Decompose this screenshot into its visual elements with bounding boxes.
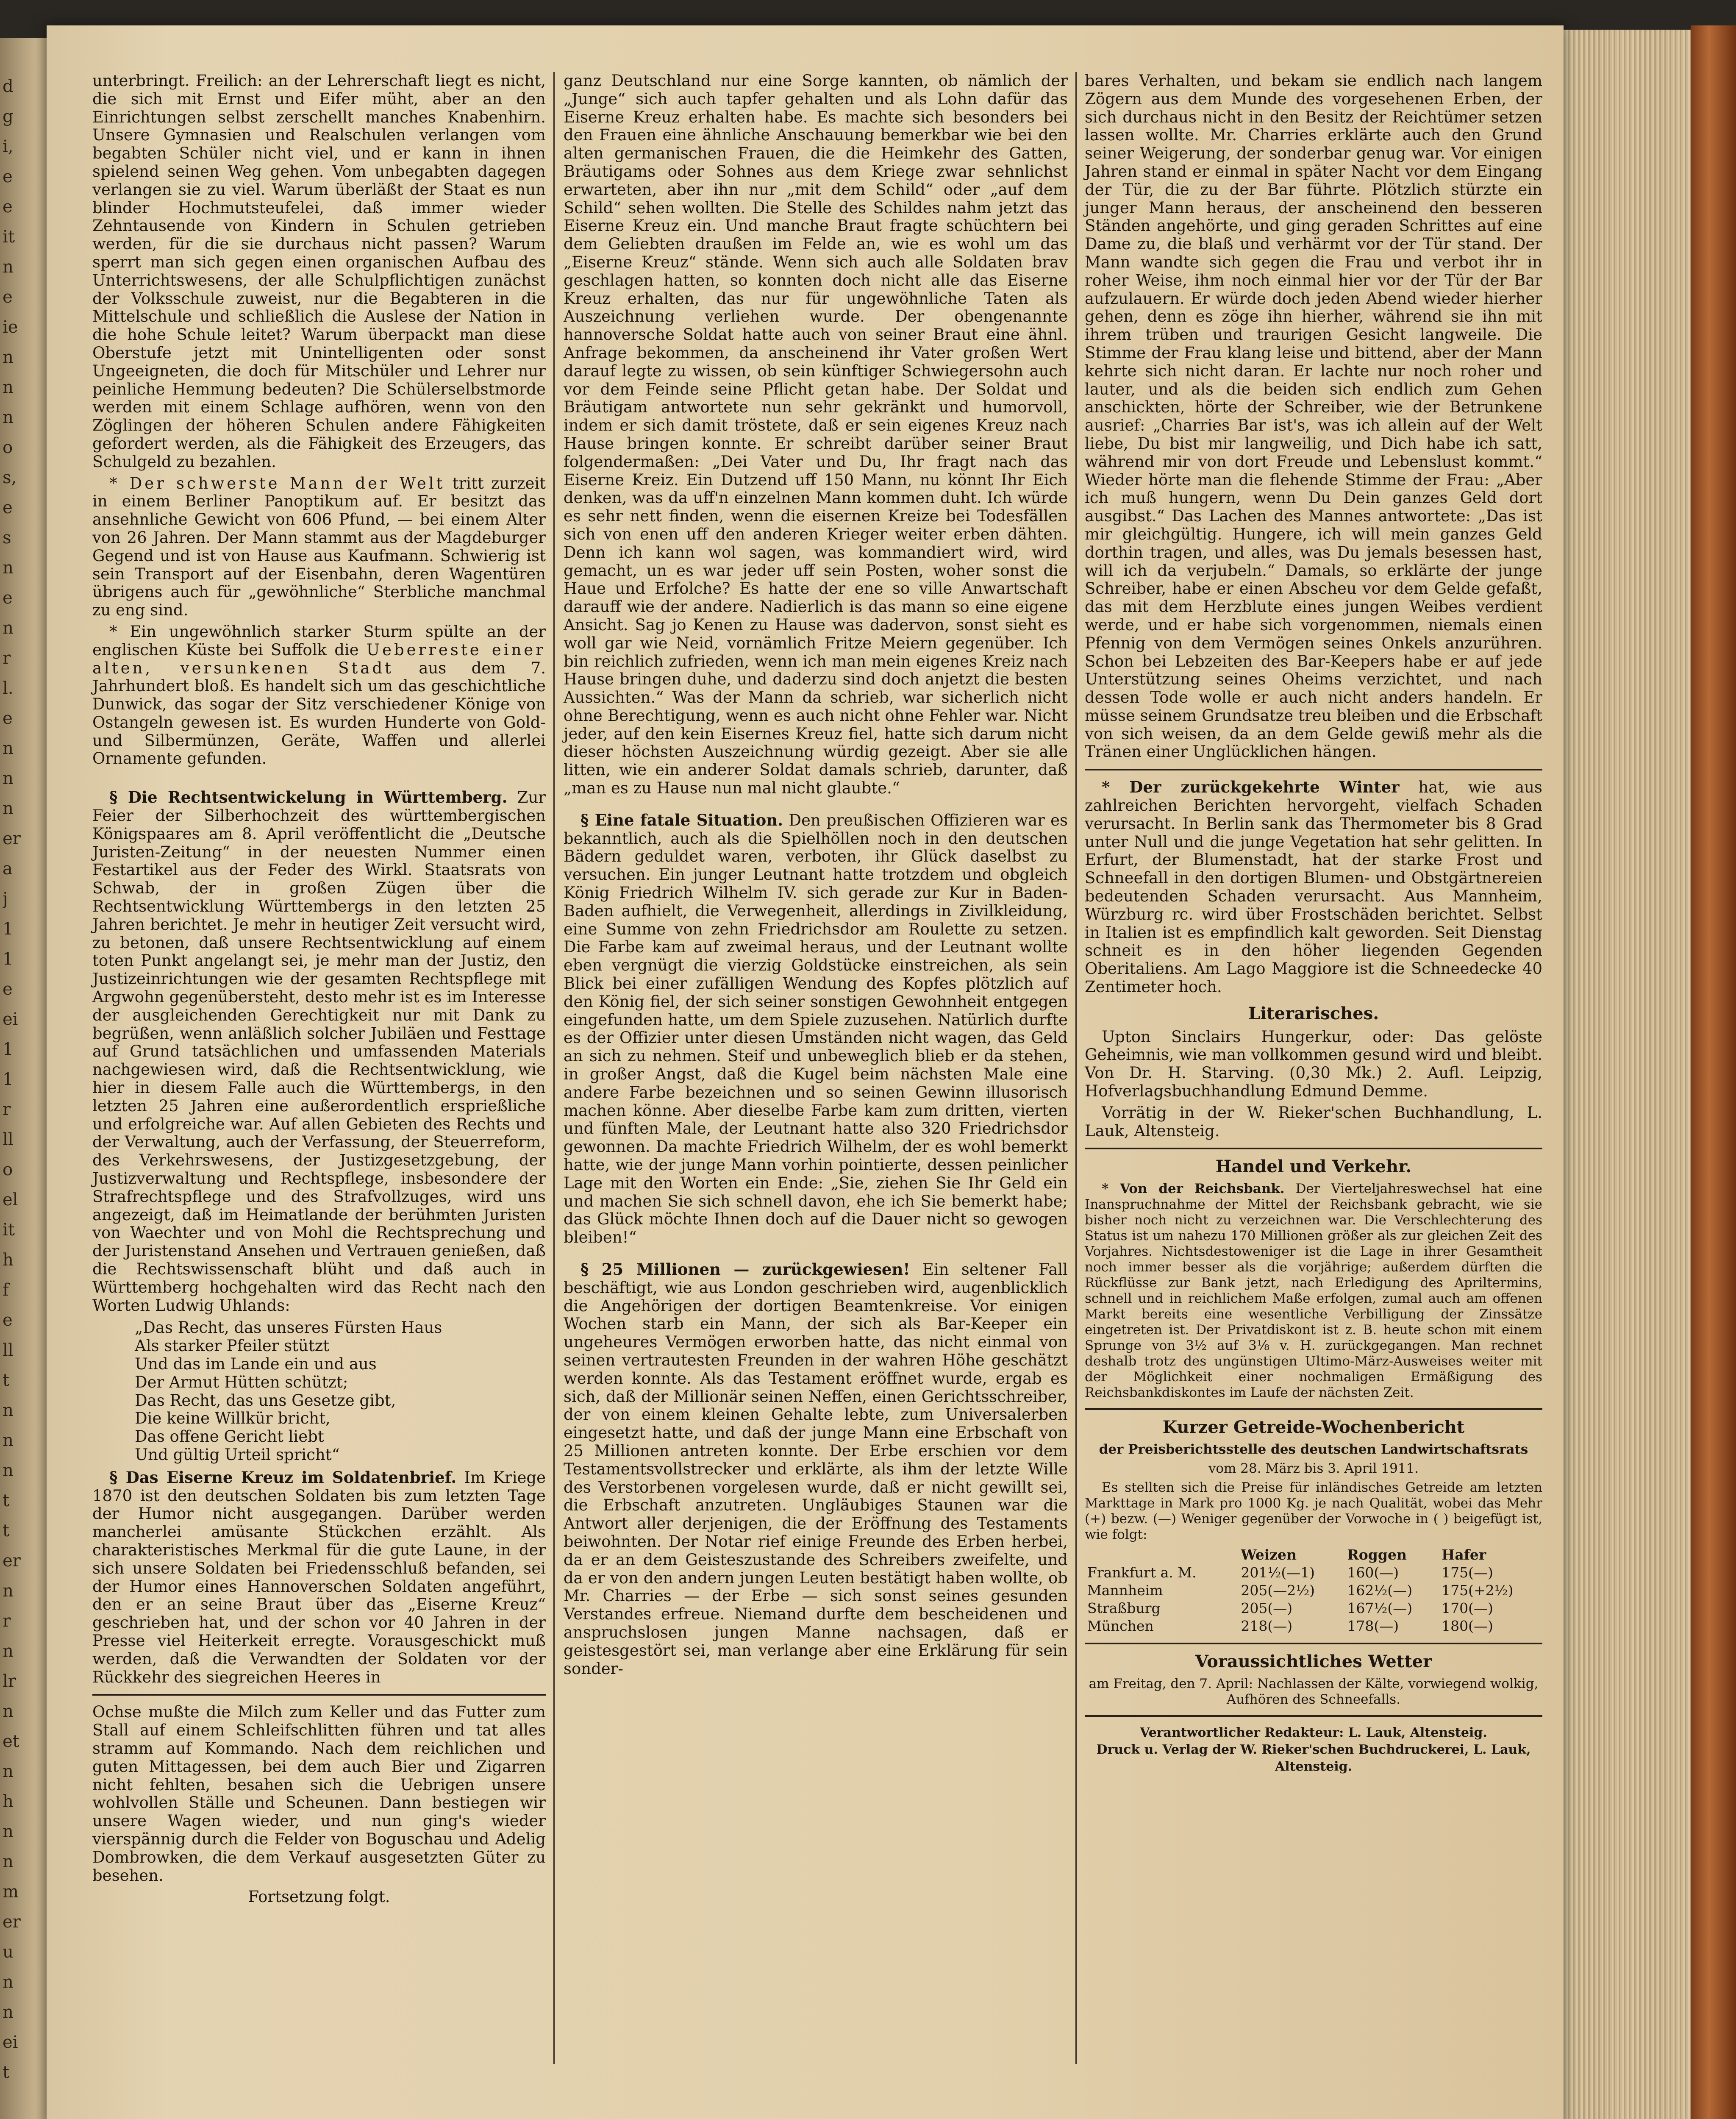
article-25-millions: § 25 Millionen — zurückgewiesen! Ein seltener Fall beschäftigt, wie aus London geschrieben wird, augenblicklich die Angehörigen der dortigen Beamtenkreise. Vor einigen Wochen starb ein Mann, der sich als Bar-Keeper ein ungeheures Vermögen erworben hatte, das nicht einmal von seinen vertrautesten Freunden in der wahren Höhe geschätzt werden konnte. Als das Testament eröffnet wurde, ergab es sich, daß der Millionär seinen Neffen, einen Gerichtsschreiber, der von einem kleinen Gehalte lebte, zum Universalerben eingesetzt hatte, und daß der junge Mann eine Erbschaft von 25 Millionen antreten konnte. Der Erbe erschien vor dem Testamentsvollstrecker und erklärte, als ihm der letzte Wille des Verstorbenen vorgelesen wurde, daß er nicht gewillt sei, die Erbschaft anzutreten. Ungläubiges Staunen war die Antwort aller derjenigen, die der Eröffnung des Testaments beiwohnten. Der Notar rief einige Freunde des Erben herbei, da er an dem Geisteszustande des Schreibers zweifelte, und da er von den andern jungen Leuten bestätigt haben wollte, ob Mr. Charries — der Erbe — sich sonst seines gesunden Verstandes erfreue. Niemand durfte dem bescheidenen und anspruchslosen jungen Manne nachsagen, daß er geistesgestört sei, man verlange aber eine Erklärung für sein sonder- xyxy=(564,1260,1068,1678)
prev-page-fragment: t xyxy=(3,1521,10,1541)
article-storm-suffolk: * Ein ungewöhnlich starker Sturm spülte an der englischen Küste bei Suffolk die Ueberreste einer alten, versunkenen Stadt aus dem 7. Jahrhundert bloß. Es handelt sich um das geschichtliche Dunwick, das sogar der Sitz verschiedener Könige von Ostangeln gewesen ist. Es wurden Hunderte von Gold- und Silbermünzen, Geräte, Waffen und allerlei Ornamente gefunden. xyxy=(92,622,546,768)
prev-page-fragment: n xyxy=(3,769,14,788)
section-divider xyxy=(1085,1643,1542,1644)
prev-page-fragment: n xyxy=(3,1972,14,1992)
prev-page-fragment: l. xyxy=(3,679,14,698)
grain-report-subheading: der Preisberichtsstelle des deutschen Landwirtschaftsrats xyxy=(1099,1442,1528,1457)
prev-page-fragment: n xyxy=(3,1461,14,1480)
section-divider xyxy=(1085,1148,1542,1149)
book-binding xyxy=(1691,25,1736,2119)
prev-page-fragment: 1 xyxy=(3,1040,14,1059)
prev-page-fragment: u xyxy=(3,1942,14,1962)
column-1 xyxy=(92,72,546,1910)
section-divider xyxy=(92,1694,546,1696)
grain-price: 180(—) xyxy=(1442,1618,1493,1635)
prev-page-fragment: ll xyxy=(3,1130,14,1149)
grain-price: 170(—) xyxy=(1442,1600,1493,1617)
prev-page-fragment: n xyxy=(3,1401,14,1420)
prev-page-fragment: e xyxy=(3,979,13,999)
poem-line: Das offene Gericht liebt xyxy=(135,1427,324,1446)
grain-table-header xyxy=(1085,1546,1542,1564)
serial-story-text: Ochse mußte die Milch zum Keller und das Futter zum Stall auf einem Schleifschlitten führen und tat alles stramm auf Kommando. Nach dem reichlichen und guten Mittagessen, bei dem auch Bier und Zigarren nicht fehlten, besahen sich die Uebrigen unsere wohlvollen Ställe und Scheunen. Dann bestiegen wir unsere Wagen wieder, und nun ging's wieder vierspännig durch die Felder von Boguschau und Adelig Dombrowken, die dem Verkauf ausgesetzten Güter zu besehen. xyxy=(92,1703,546,1885)
prev-page-fragment: s xyxy=(3,528,11,548)
grain-report-date: vom 28. März bis 3. April 1911. xyxy=(1208,1461,1419,1477)
prev-page-fragment: et xyxy=(3,1732,19,1751)
grain-price: 175(—) xyxy=(1442,1564,1493,1581)
imprint-publisher: Druck u. Verlag der W. Rieker'schen Buchdruckerei, L. Lauk, Altensteig. xyxy=(1096,1742,1531,1774)
article-winter: * Der zurückgekehrte Winter hat, wie aus zahlreichen Berichten hervorgeht, vielfach Schaden verursacht. In Berlin sank das Thermometer bis 8 Grad unter Null und die junge Vegetation hat sehr gelitten. In Erfurt, der Blumenstadt, hat der starke Frost und Schneefall in den dortigen Blumen- und Obstgärtnereien bedeutenden Schaden verursacht. Aus Mannheim, Würzburg rc. wird über Frostschäden berichtet. Selbst in Italien ist es empfindlich kalt geworden. Seit Dienstag schneit es in den höher liegenden Gegenden Oberitaliens. Am Lago Maggiore ist die Schneedecke 40 Zentimeter hoch. xyxy=(1085,778,1542,996)
section-divider xyxy=(1085,1715,1542,1717)
grain-col-header: Hafer xyxy=(1442,1546,1486,1563)
grain-price: 178(—) xyxy=(1347,1618,1399,1635)
prev-page-fragment: er xyxy=(3,1912,21,1932)
prev-page-fragment: n xyxy=(3,1852,14,1872)
prev-page-fragment: it xyxy=(3,227,15,247)
poem-line: Als starker Pfeiler stützt xyxy=(135,1337,330,1355)
prev-page-fragment: 1 xyxy=(3,919,14,939)
prev-page-fragment: n xyxy=(3,408,14,427)
prev-page-fragment: er xyxy=(3,829,21,848)
trade-heading: Handel und Verkehr. xyxy=(1215,1157,1412,1177)
poem-line: Die keine Willkür bricht, xyxy=(135,1409,331,1428)
prev-page-fragment: t xyxy=(3,2063,10,2082)
grain-price-table xyxy=(1085,1546,1542,1635)
grain-col-header: Weizen xyxy=(1241,1546,1297,1563)
grain-city: Frankfurt a. M. xyxy=(1087,1564,1197,1581)
weather-heading: Voraussichtliches Wetter xyxy=(1195,1652,1432,1672)
prev-page-fragment: h xyxy=(3,1792,14,1811)
prev-page-fragment: n xyxy=(3,1822,14,1841)
prev-page-fragment: n xyxy=(3,1581,14,1601)
prev-page-fragment: it xyxy=(3,1220,15,1240)
section-divider xyxy=(1085,769,1542,770)
prev-page-fragment: t xyxy=(3,1371,10,1390)
prev-page-fragment: n xyxy=(3,739,14,758)
grain-table-row xyxy=(1085,1599,1542,1617)
prev-page-fragment: n xyxy=(3,1702,14,1721)
prev-page-fragment: f xyxy=(3,1280,9,1300)
prev-page-fragment: e xyxy=(3,709,13,728)
prev-page-fragment: e xyxy=(3,588,13,608)
section-divider xyxy=(1085,1408,1542,1410)
grain-col-header: Roggen xyxy=(1347,1546,1407,1563)
prev-page-fragment: ei xyxy=(3,2033,18,2052)
prev-page-fragment: m xyxy=(3,1882,19,1902)
prev-page-fragment: r xyxy=(3,1100,11,1119)
poem-line: Der Armut Hütten schützt; xyxy=(135,1373,348,1391)
prev-page-fragment: n xyxy=(3,1641,14,1661)
prev-page-fragment: er xyxy=(3,1551,21,1571)
prev-page-fragment: j xyxy=(3,889,8,909)
prev-page-fragment: e xyxy=(3,197,13,217)
literary-heading: Literarisches. xyxy=(1248,1003,1379,1023)
prev-page-fragment: 1 xyxy=(3,949,14,969)
prev-page-fragment: n xyxy=(3,348,14,367)
literary-availability: Vorrätig in der W. Rieker'schen Buchhandlung, L. Lauk, Altensteig. xyxy=(1085,1103,1542,1140)
weather-forecast: am Freitag, den 7. April: Nachlassen der Kälte, vorwiegend wolkig, Aufhören des Schneefalls. xyxy=(1089,1676,1539,1707)
article-school-end: unterbringt. Freilich: an der Lehrerschaft liegt es nicht, die sich mit Ernst und Eifer müht, aber an den Einrichtungen selbst zerschellt manches Knabenhirn. Unsere Gymnasien und Realschulen verlangen vom begabten Schüler nicht viel, und er kann in ihnen spielend seinen Weg gehen. Vom unbegabten dagegen verlangen sie zu viel. Warum überläßt der Staat es nun blinder Hochmutsteufelei, daß immer wieder Zehntausende von Kindern in Schulen getrieben werden, für die sie durchaus nicht passen? Warum sperrt man sich gegen einen organischen Aufbau des Unterrichtswesens, der alle Schulpflichtigen zunächst der Volksschule zuweist, nur die Begabteren in die Mittelschule und schließlich die Auslese der Nation in die hohe Schule leitet? Warum überpackt man diese Oberstufe jetzt mit Unintelligenten oder sonst Ungeeigneten, die doch für Mitschüler und Lehrer nur peinliche Hemmung bedeuten? Die Schülerselbstmorde werden mit einem Schlage aufhören, wenn von den Zöglingen der höheren Schulen andere Fähigkeiten gefordert werden, als die Fähigkeit des Erzeugers, das Schulgeld zu bezahlen. xyxy=(92,72,546,471)
prev-page-fragment: ie xyxy=(3,317,18,337)
reichsbank-article: * Von der Reichsbank. Der Vierteljahreswechsel hat eine Inanspruchnahme der Mittel der Reichsbank gebracht, wie sie bisher noch nicht zu verzeichnen war. Die Verschlechterung des Status ist um nahezu 170 Millionen größer als zur gleichen Zeit des Vorjahres. Nichtsdestoweniger ist die Lage in ihrer Gesamtheit noch immer besser als die vorjährige; außerdem dürften die Rückflüsse zur Bank jetzt, nach Erledigung des Apriltermins, schnell und in reichlichem Maße erfolgen, zumal auch am offenen Markt bereits eine wesentliche Verbilligung der Zinssätze eingetreten ist. Der Privatdiskont ist z. B. heute schon mit einem Sprunge von 3½ auf 3⅛ v. H. zurückgegangen. Man rechnet deshalb trotz des ungünstigen Ultimo-März-Ausweises weiter mit der Möglichkeit einer nochmaligen Ermäßigung des Reichsbankdiskontes im Laufe der nächsten Zeit. xyxy=(1085,1181,1542,1401)
prev-page-fragment: e xyxy=(3,498,13,517)
prev-page-fragment: r xyxy=(3,648,11,668)
prev-page-fragment: n xyxy=(3,378,14,397)
prev-page-fragment: ll xyxy=(3,1340,14,1360)
prev-page-fragment: h xyxy=(3,1250,14,1270)
article-25-millions-cont: bares Verhalten, und bekam sie endlich nach langem Zögern aus dem Munde des vorgesehenen Erben, der sich durchaus nicht in den Besitz der Reichtümer setzen lassen wollte. Mr. Charries erklärte auch den Grund seiner Weigerung, der sonderbar genug war. Vor einigen Jahren stand er einmal in später Nacht vor dem Eingang der Tür, die zu der Bar führte. Plötzlich stürzte ein junger Mann heraus, der anscheinend den besseren Ständen angehörte, und ging geraden Schrittes auf eine Dame zu, die blaß und verhärmt vor der Tür stand. Der Mann wandte sich gegen die Frau und verbot ihr in roher Weise, ihm noch einmal hier vor der Tür der Bar aufzulauern. Er würde doch jeden Abend wieder hierher gehen, denn es zöge ihn hierher, während sie ihn mit ihrem trüben und traurigen Gesicht langweile. Die Stimme der Frau klang leise und bittend, aber der Mann kehrte sich nicht daran. Er lachte nur noch roher und lauter, und als die beiden sich endlich zum Gehen anschickten, hörte der Schreiber, wie der Betrunkene ausrief: „Charries Bar ist's, was ich allein auf der Welt liebe, Du bist mir langweilig, und Dich habe ich satt, während mir von dort Freude und Lebenslust kommt.“ Wieder hörte man die flehende Stimme der Frau: „Aber ich muß hungern, wenn Du Dein ganzes Geld dort ausgibst.“ Das Lachen des Mannes antwortete: „Das ist mir gleichgültig. Hungere, ich will mein ganzes Geld dorthin tragen, und alles, was Du jemals besessen hast, will ich da verjubeln.“ Damals, so erklärte der junge Schreiber, habe er einen Abscheu vor dem Gelde gefaßt, das mit dem Herzblute eines jungen Weibes verdient werde, und er habe sich vorgenommen, niemals einen Pfennig von dem Vermögen seines Onkels anzurühren. Schon bei Lebzeiten des Bar-Keepers habe er auf jede Unterstützung seines Oheims verzichtet, und nach dessen Tode wolle er auch nicht anders handeln. Er müsse seinem Grundsatze treu bleiben und die Erbschaft von sich weisen, da an dem Gelde gewiß mehr als die Tränen einer Unglücklichen hängen. xyxy=(1085,72,1542,761)
prev-page-fragment: e xyxy=(3,287,13,307)
imprint-editor: Verantwortlicher Redakteur: L. Lauk, Altensteig. xyxy=(1140,1725,1487,1740)
prev-page-fragment: n xyxy=(3,1762,14,1781)
continuation-note: Fortsetzung folgt. xyxy=(248,1888,390,1906)
prev-page-fragment: e xyxy=(3,1310,13,1330)
grain-price: 160(—) xyxy=(1347,1564,1399,1581)
poem-line: Das Recht, das uns Gesetze gibt, xyxy=(135,1391,396,1410)
grain-price: 205(—2½) xyxy=(1241,1582,1315,1599)
prev-page-fragment: o xyxy=(3,438,13,457)
poem-line: „Das Recht, das unseres Fürsten Haus xyxy=(135,1318,442,1337)
column-3 xyxy=(1085,72,1542,1775)
grain-table-row xyxy=(1085,1564,1542,1582)
prev-page-fragment: 1 xyxy=(3,1070,14,1089)
column-rule-1 xyxy=(553,72,555,2064)
grain-table-row xyxy=(1085,1617,1542,1635)
previous-page-edge xyxy=(0,38,51,2119)
grain-table-row xyxy=(1085,1582,1542,1599)
grain-city: München xyxy=(1087,1618,1154,1635)
prev-page-fragment: n xyxy=(3,1431,14,1450)
grain-price: 175(+2½) xyxy=(1442,1582,1514,1599)
grain-price: 205(—) xyxy=(1241,1600,1293,1617)
literary-text: Upton Sinclairs Hungerkur, oder: Das gelöste Geheimnis, wie man vollkommen gesund wird und bleibt. Von Dr. H. Starving. (0,30 Mk.) 2. Aufl. Leipzig, Hofverlagsbuchhandlung Edmund Demme. xyxy=(1085,1027,1542,1101)
prev-page-fragment: o xyxy=(3,1160,13,1179)
prev-page-fragment: lr xyxy=(3,1671,16,1691)
grain-city: Mannheim xyxy=(1087,1582,1163,1599)
column-rule-2 xyxy=(1075,72,1077,2064)
article-iron-cross: § Das Eiserne Kreuz im Soldatenbrief. Im Kriege 1870 ist den deutschen Soldaten bis zum letzten Tage der Humor nicht ausgegangen. Darüber werden mancherlei amüsante Stückchen erzählt. Als charakteristisches Merkmal für die gute Laune, in der sich unsere Soldaten bei Friedensschluß befanden, sei der Humor eines Hannoverschen Soldaten angeführt, den er an seine Braut über das „Eiserne Kreuz“ geschrieben hat, und der schon vor 40 Jahren in der Presse viel Heiterkeit erregte. Vorausgeschickt muß werden, daß die Verwandten der Soldaten vor der Rückkehr des siegreichen Heeres in xyxy=(92,1468,546,1686)
prev-page-fragment: g xyxy=(3,107,14,126)
grain-city: Straßburg xyxy=(1087,1600,1161,1617)
article-fatal-situation: § Eine fatale Situation. Den preußischen Offizieren war es bekanntlich, auch als die Spielhöllen noch in den deutschen Bädern geduldet waren, verboten, ihr Glück daselbst zu versuchen. Ein junger Leutnant hatte trotzdem und obgleich König Friedrich Wilhelm IV. sich gerade zur Kur in Baden-Baden aufhielt, die Verwegenheit, allerdings in Zivilkleidung, eine Summe von zehn Friedrichsdor am Roulette zu setzen. Die Farbe kam auf zweimal heraus, und der Leutnant wollte eben vergnügt die vierzig Goldstücke einstreichen, als sein Blick bei einer zufälligen Wendung des Kopfes plötzlich auf den König fiel, der sich seiner sonstigen Gewohnheit entgegen eingefunden hatte, um dem Spiele zuzusehen. Natürlich durfte es der Offizier unter diesen Umständen nicht wagen, das Geld an sich zu nehmen. Steif und unbeweglich blieb er da stehen, in großer Angst, daß die Kugel beim nächsten Male eine andere Farbe bezeichnen und so seinen Gewinn illusorisch machen könne. Aber dieselbe Farbe kam zum dritten, vierten und fünften Male, der Leutnant hatte also 320 Friedrichsdor gewonnen. Da machte Friedrich Wilhelm, der es wohl bemerkt hatte, wie der junge Mann vorhin pointierte, dessen peinlicher Lage mit den Worten ein Ende: „Sie, ziehen Sie Ihr Geld ein und machen Sie sich schnell davon, ehe ich Sie bemerkt habe; das Glück möchte Ihnen doch auf die Dauer nicht so gewogen bleiben!“ xyxy=(564,810,1068,1247)
grain-report-heading: Kurzer Getreide-Wochenbericht xyxy=(1162,1417,1465,1438)
column-2 xyxy=(564,72,1068,1681)
prev-page-fragment: s, xyxy=(3,468,17,487)
prev-page-fragment: n xyxy=(3,2002,14,2022)
prev-page-fragment: n xyxy=(3,618,14,638)
prev-page-fragment: n xyxy=(3,558,14,578)
newspaper-page xyxy=(47,25,1564,2119)
prev-page-fragment: i, xyxy=(3,137,14,156)
prev-page-fragment: ei xyxy=(3,1009,18,1029)
grain-price: 218(—) xyxy=(1241,1618,1293,1635)
prev-page-fragment: t xyxy=(3,1491,10,1510)
grain-price: 167½(—) xyxy=(1347,1600,1413,1617)
poem-line: Und das im Lande ein und aus xyxy=(135,1354,377,1373)
article-iron-cross-cont: ganz Deutschland nur eine Sorge kannten, ob nämlich der „Junge“ sich auch tapfer gehalten und als Lohn dafür das Eiserne Kreuz erhalten habe. Es machte sich besonders bei den Frauen eine ähnliche Anschauung bemerkbar wie bei den alten germanischen Frauen, die die Heimkehr des Gatten, Bräutigams oder Sohnes aus dem Kriege zwar sehnlichst erwarteten, aber ihn nur „mit dem Schild“ oder „auf dem Schild“ sehen wollten. Die Stelle des Schildes nahm jetzt das Eiserne Kreuz ein. Und manche Braut fragte schüchtern bei dem Geliebten draußen im Felde an, wie es wohl um das „Eiserne Kreuz“ stände. Wenn sich auch alle Soldaten brav geschlagen hatten, so konnten doch nicht alle das Eiserne Kreuz erhalten, das nur für ungewöhnliche Taten als Auszeichnung verliehen wurde. Der obengenannte hannoversche Soldat hatte auch von seiner Braut eine ähnl. Anfrage bekommen, da anscheinend ihr Vater großen Wert darauf legte zu wissen, ob sein künftiger Schwiegersohn auch vor dem Feinde seine Pflicht getan habe. Der Soldat und Bräutigam antwortete nun sehr gekränkt und humorvoll, indem er sich damit tröstete, daß er sein eigenes Kreuz nach Hause bringen konnte. Er schreibt darüber seiner Braut folgendermaßen: „Dei Vater und Du, Ihr fragt nach das Eiserne Kreiz. Ein Dutzend uff 150 Mann, nu könnt Ihr Eich denken, was da uff'n einzelnen Mann kommen duht. Ich würde es sehr nett finden, wenn die eisernen Kreize bei Todesfällen sich von enen uff den anderen Krieger weiter erben dähten. Denn ich kann wol sagen, was kommandiert wird, wird gemacht, un es war jeder uff sein Posten, woher sonst die Haue und Erfolche? Es hatte der ene so ville Anwartschaft darauff wie der andere. Nadierlich is das mann so eine eigene Ansicht. Sag jo Kenen zu Hause was dadervon, sonst sieht es woll gar wie Neid, vornämlich Fritze Meiern gegenüber. Ich bin reichlich zufrieden, wenn ich man mein eigenes Kreiz nach Hause bringen duhe, und daderzu sind doch anjetzt die besten Aussichten.“ Was der Mann da schrieb, war sicherlich nicht ohne Berechtigung, wenn es auch nicht ohne Fehler war. Nicht jeder, auf den kein Eisernes Kreuz fiel, hatte sich darum nicht dieser höchsten Auszeichnung würdig gezeigt. Aber sie alle litten, wie ein anderer Soldat damals schrieb, darunter, daß „man es zu Hause nun mal nicht glaubte.“ xyxy=(564,72,1068,798)
prev-page-fragment: el xyxy=(3,1190,18,1210)
grain-price: 162½(—) xyxy=(1347,1582,1413,1599)
uhland-poem xyxy=(135,1319,546,1464)
prev-page-fragment: a xyxy=(3,859,13,879)
prev-page-fragment: n xyxy=(3,799,14,818)
prev-page-fragment: n xyxy=(3,257,14,277)
poem-line: Und gültig Urteil spricht“ xyxy=(135,1445,340,1464)
article-heaviest-man: * Der schwerste Mann der Welt tritt zurzeit in einem Berliner Panoptikum auf. Er besitzt das ansehnliche Gewicht von 606 Pfund, — bei einem Alter von 26 Jahren. Der Mann stammt aus der Magdeburger Gegend und ist von Hause aus Kaufmann. Schwierig ist sein Transport auf der Eisenbahn, deren Wagentüren übrigens auch für „gewöhnliche“ Sterbliche manchmal zu eng sind. xyxy=(92,474,546,620)
prev-page-fragment: r xyxy=(3,1611,11,1631)
prev-page-fragment: e xyxy=(3,167,13,186)
grain-report-intro: Es stellten sich die Preise für inländisches Getreide am letzten Markttage in Mark pro 1000 Kg. je nach Qualität, wobei das Mehr (+) bezw. (—) Weniger gegenüber der Vorwoche in ( ) beigefügt ist, wie folgt: xyxy=(1085,1480,1542,1543)
grain-price: 201½(—1) xyxy=(1241,1564,1315,1581)
prev-page-fragment: d xyxy=(3,77,14,96)
article-law-wuerttemberg: § Die Rechtsentwickelung in Württemberg. Zur Feier der Silberhochzeit des württembergischen Königspaares am 8. April veröffentlicht die „Deutsche Juristen-Zeitung“ in der neuesten Nummer einen Festartikel aus der Feder des Wirkl. Staatsrats von Schwab, der in großen Zügen über die Rechtsentwicklung Württembergs in den letzten 25 Jahren berichtet. Je mehr in heutiger Zeit versucht wird, zu betonen, daß unsere Rechtsentwicklung auf einem toten Punkt angelangt sei, je mehr man der Justiz, den Justizeinrichtungen wie der gesamten Rechtspflege mit Argwohn gegenübersteht, desto mehr ist es im Interesse der ausgleichenden Gerechtigkeit nur mit Dank zu begrüßen, wenn anläßlich solcher Jubiläen und Festtage auf Grund tatsächlichen und umfassenden Materials nachgewiesen wird, daß die Rechtsentwicklung, wie hier in diesem Falle auch die Württembergs, in den letzten 25 Jahren eine außerordentlich ersprießliche und erfolgreiche war. Auf allen Gebieten des Rechts und der Verwaltung, auch der Verfassung, der Steuerreform, des Verkehrswesens, der Justizgesetzgebung, der Justizverwaltung und Rechtspflege, insbesondere der Strafrechtspflege und des Strafvollzuges, wird uns angezeigt, daß im Heimatlande der berühmten Juristen von Waechter und von Mohl die Rechtsprechung und der Juristenstand Ansehen und Vertrauen genießen, daß die Rechtswissenschaft blüht und daß auch in Württemberg hochgehalten wird das Recht nach den Worten Ludwig Uhlands: xyxy=(92,788,546,1315)
